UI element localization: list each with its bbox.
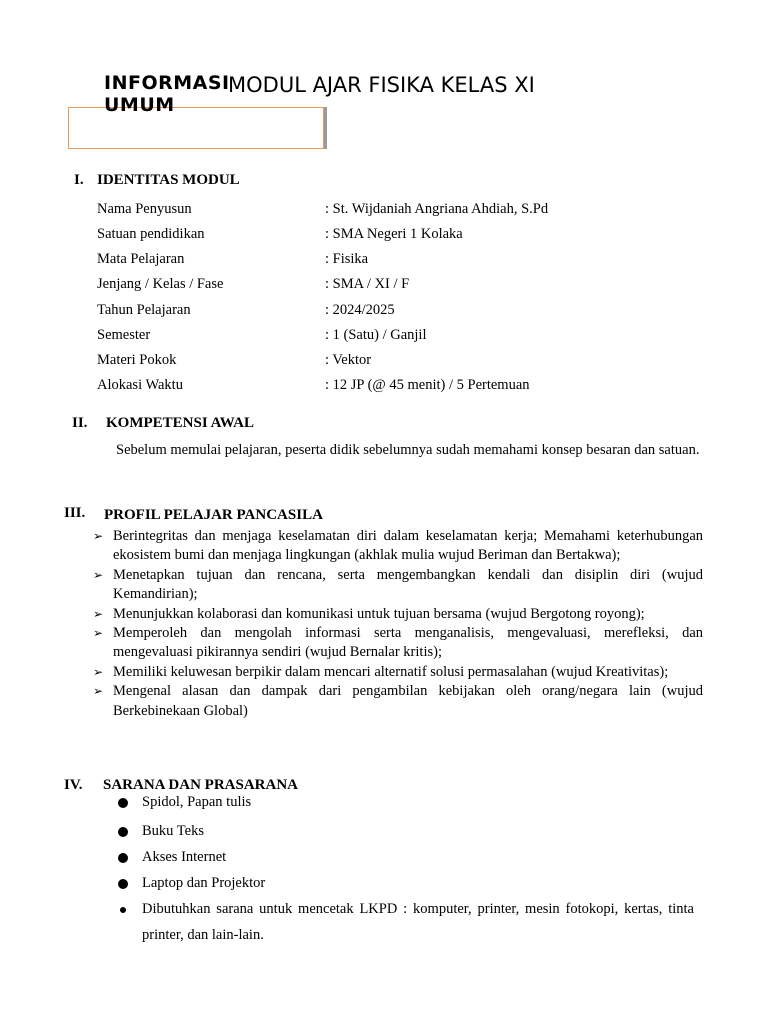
bullet-dot-icon xyxy=(118,798,128,808)
identity-value: : SMA Negeri 1 Kolaka xyxy=(325,226,463,242)
section3-title: PROFIL PELAJAR PANCASILA xyxy=(104,507,323,523)
facilities-list xyxy=(116,792,694,948)
section4-number: IV. xyxy=(64,777,83,793)
identity-label: Alokasi Waktu xyxy=(97,377,183,393)
list-item: ➢ Menunjukkan kolaborasi dan komunikasi untuk tujuan bersama (wujud Bergotong royong); xyxy=(93,605,703,624)
arrowhead-bullet-icon: ➢ xyxy=(93,606,104,621)
section1-number: I. xyxy=(74,172,84,188)
bullet-dot-icon xyxy=(118,879,128,889)
list-item: ➢ Berintegritas dan menjaga keselamatan diri dalam keselamatan kerja; Memahami keterhubungan ekosistem bumi dan menjaga lingkungan (akhlak mulia wujud Beriman dan Bertakwa); xyxy=(93,528,703,564)
arrowhead-bullet-icon: ➢ xyxy=(93,664,104,679)
identity-value: : St. Wijdaniah Angriana Ahdiah, S.Pd xyxy=(325,201,549,217)
identity-value: : SMA / XI / F xyxy=(325,276,410,292)
arrowhead-bullet-icon: ➢ xyxy=(93,529,104,543)
bullet-dot-icon xyxy=(118,853,128,863)
document-title: MODUL AJAR FISIKA KELAS XI xyxy=(228,73,535,97)
list-item: Dibutuhkan sarana untuk mencetak LKPD : komputer, printer, mesin fotokopi, kertas, tinta printer, dan lain-lain. xyxy=(116,896,694,948)
info-label: INFORMASI UMUM xyxy=(104,72,230,116)
identity-label: Materi Pokok xyxy=(97,352,177,368)
section2-number: II. xyxy=(72,415,88,431)
identity-label: Tahun Pelajaran xyxy=(97,302,191,318)
list-item: ➢ Mengenal alasan dan dampak dari pengambilan kebijakan oleh orang/negara lain (wujud Berkebinekaan Global) xyxy=(93,683,703,719)
bullet-dot-icon xyxy=(118,827,128,837)
identity-label: Satuan pendidikan xyxy=(97,226,205,242)
list-item: Laptop dan Projektor xyxy=(116,870,694,896)
bullet-dot-icon xyxy=(120,907,126,913)
section3-number: III. xyxy=(64,505,86,521)
list-item: Spidol, Papan tulis xyxy=(116,792,694,812)
section2-title: KOMPETENSI AWAL xyxy=(106,415,254,431)
arrowhead-bullet-icon: ➢ xyxy=(93,684,104,699)
arrowhead-bullet-icon: ➢ xyxy=(93,567,104,582)
identity-label: Nama Penyusun xyxy=(97,201,192,217)
identity-label: Semester xyxy=(97,327,151,343)
identity-value: : 1 (Satu) / Ganjil xyxy=(325,327,427,343)
list-item: ➢ Menetapkan tujuan dan rencana, serta mengembangkan kendali dan disiplin diri (wujud Kemandirian); xyxy=(93,566,703,603)
section1-title: IDENTITAS MODUL xyxy=(97,172,240,188)
arrowhead-bullet-icon: ➢ xyxy=(93,626,104,641)
list-item: ➢ Memperoleh dan mengolah informasi serta menganalisis, mengevaluasi, merefleksi, dan mengevaluasi pikirannya sendiri (wujud Bernalar kritis); xyxy=(93,625,703,661)
identity-value: : 2024/2025 xyxy=(325,302,395,318)
section2-paragraph: Sebelum memulai pelajaran, peserta didik sebelumnya sudah memahami konsep besaran dan satuan. xyxy=(116,442,700,458)
profile-list xyxy=(93,527,703,721)
section4-title: SARANA DAN PRASARANA xyxy=(103,777,299,793)
list-item: Akses Internet xyxy=(116,844,694,870)
list-item: Buku Teks xyxy=(116,818,694,844)
identity-label: Jenjang / Kelas / Fase xyxy=(97,276,224,292)
identity-label: Mata Pelajaran xyxy=(97,251,185,267)
identity-value: : Vektor xyxy=(325,352,372,368)
identity-value: : Fisika xyxy=(325,251,369,267)
list-item: ➢ Memiliki keluwesan berpikir dalam mencari alternatif solusi permasalahan (wujud Kreativitas); xyxy=(93,663,703,682)
identity-value: : 12 JP (@ 45 menit) / 5 Pertemuan xyxy=(325,377,530,393)
